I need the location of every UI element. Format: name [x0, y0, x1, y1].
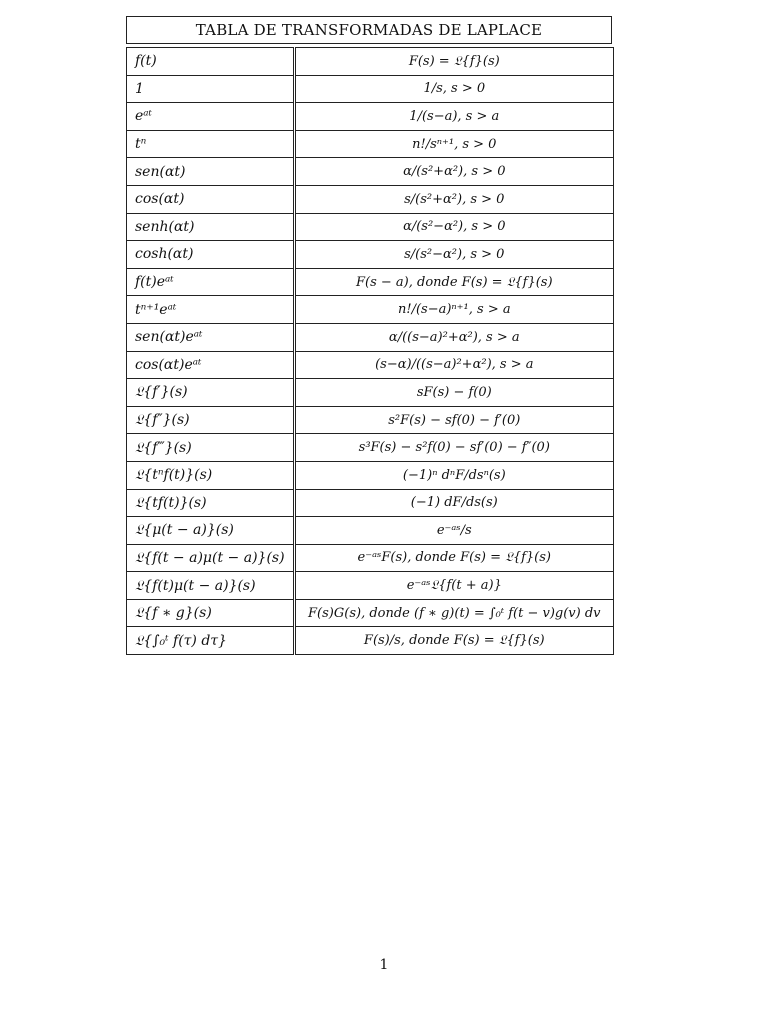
transform-cell: s/(s²+α²), s > 0: [294, 185, 613, 213]
function-cell: 𝔏{tf(t)}(s): [127, 489, 295, 517]
table-row: [127, 461, 614, 489]
function-cell: 𝔏{f′}(s): [127, 379, 295, 407]
function-cell: sen(αt): [127, 158, 295, 186]
transform-cell: 1/s, s > 0: [294, 75, 613, 103]
function-cell: cos(αt): [127, 185, 295, 213]
table-row: [127, 627, 614, 655]
function-cell: f(t)eᵃᵗ: [127, 268, 295, 296]
table-row: [127, 379, 614, 407]
function-cell: tⁿ: [127, 130, 295, 158]
transform-cell: F(s) = 𝔏{f}(s): [294, 48, 613, 76]
function-cell: 𝔏{f(t)μ(t − a)}(s): [127, 572, 295, 600]
function-cell: tⁿ⁺¹eᵃᵗ: [127, 296, 295, 324]
function-cell: 𝔏{tⁿf(t)}(s): [127, 461, 295, 489]
transform-cell: α/(s²−α²), s > 0: [294, 213, 613, 241]
transform-cell: e⁻ᵃˢ𝔏{f(t + a)}: [294, 572, 613, 600]
transform-cell: (s−α)/((s−a)²+α²), s > a: [294, 351, 613, 379]
table-row: [127, 213, 614, 241]
function-cell: 𝔏{f″}(s): [127, 406, 295, 434]
table-row: [127, 434, 614, 462]
function-cell: 1: [127, 75, 295, 103]
function-cell: 𝔏{f ∗ g}(s): [127, 599, 295, 627]
table-row: [127, 599, 614, 627]
function-cell: senh(αt): [127, 213, 295, 241]
transform-cell: s³F(s) − s²f(0) − sf′(0) − f″(0): [294, 434, 613, 462]
function-cell: f(t): [127, 48, 295, 76]
table-row: [127, 323, 614, 351]
transform-cell: s/(s²−α²), s > 0: [294, 241, 613, 269]
transform-cell: 1/(s−a), s > a: [294, 103, 613, 131]
function-cell: 𝔏{f(t − a)μ(t − a)}(s): [127, 544, 295, 572]
transform-cell: α/(s²+α²), s > 0: [294, 158, 613, 186]
table-row: [127, 185, 614, 213]
transform-cell: e⁻ᵃˢF(s), donde F(s) = 𝔏{f}(s): [294, 544, 613, 572]
table-row: [127, 296, 614, 324]
transform-cell: (−1)ⁿ dⁿF/dsⁿ(s): [294, 461, 613, 489]
table-row: [127, 517, 614, 545]
table-body: [127, 48, 614, 655]
table-row: [127, 241, 614, 269]
transform-cell: sF(s) − f(0): [294, 379, 613, 407]
table-row: [127, 572, 614, 600]
laplace-table: [126, 47, 614, 655]
table-row: [127, 130, 614, 158]
table-row: [127, 544, 614, 572]
transform-cell: e⁻ᵃˢ/s: [294, 517, 613, 545]
transform-cell: n!/(s−a)ⁿ⁺¹, s > a: [294, 296, 613, 324]
function-cell: eᵃᵗ: [127, 103, 295, 131]
table-row: [127, 406, 614, 434]
transform-cell: F(s)/s, donde F(s) = 𝔏{f}(s): [294, 627, 613, 655]
function-cell: cos(αt)eᵃᵗ: [127, 351, 295, 379]
transform-cell: s²F(s) − sf(0) − f′(0): [294, 406, 613, 434]
table-row: [127, 158, 614, 186]
table-row: [127, 489, 614, 517]
table-title: TABLA DE TRANSFORMADAS DE LAPLACE: [126, 16, 612, 44]
table-row: [127, 75, 614, 103]
transform-cell: (−1) dF/ds(s): [294, 489, 613, 517]
transform-cell: α/((s−a)²+α²), s > a: [294, 323, 613, 351]
transform-cell: n!/sⁿ⁺¹, s > 0: [294, 130, 613, 158]
function-cell: 𝔏{f‴}(s): [127, 434, 295, 462]
table-row: [127, 48, 614, 76]
function-cell: sen(αt)eᵃᵗ: [127, 323, 295, 351]
transform-cell: F(s)G(s), donde (f ∗ g)(t) = ∫₀ᵗ f(t − v)g(v) dv: [294, 599, 613, 627]
transform-cell: F(s − a), donde F(s) = 𝔏{f}(s): [294, 268, 613, 296]
function-cell: 𝔏{μ(t − a)}(s): [127, 517, 295, 545]
function-cell: 𝔏{∫₀ᵗ f(τ) dτ}: [127, 627, 295, 655]
page-number: 1: [379, 957, 389, 973]
table-row: [127, 103, 614, 131]
function-cell: cosh(αt): [127, 241, 295, 269]
table-row: [127, 268, 614, 296]
table-row: [127, 351, 614, 379]
